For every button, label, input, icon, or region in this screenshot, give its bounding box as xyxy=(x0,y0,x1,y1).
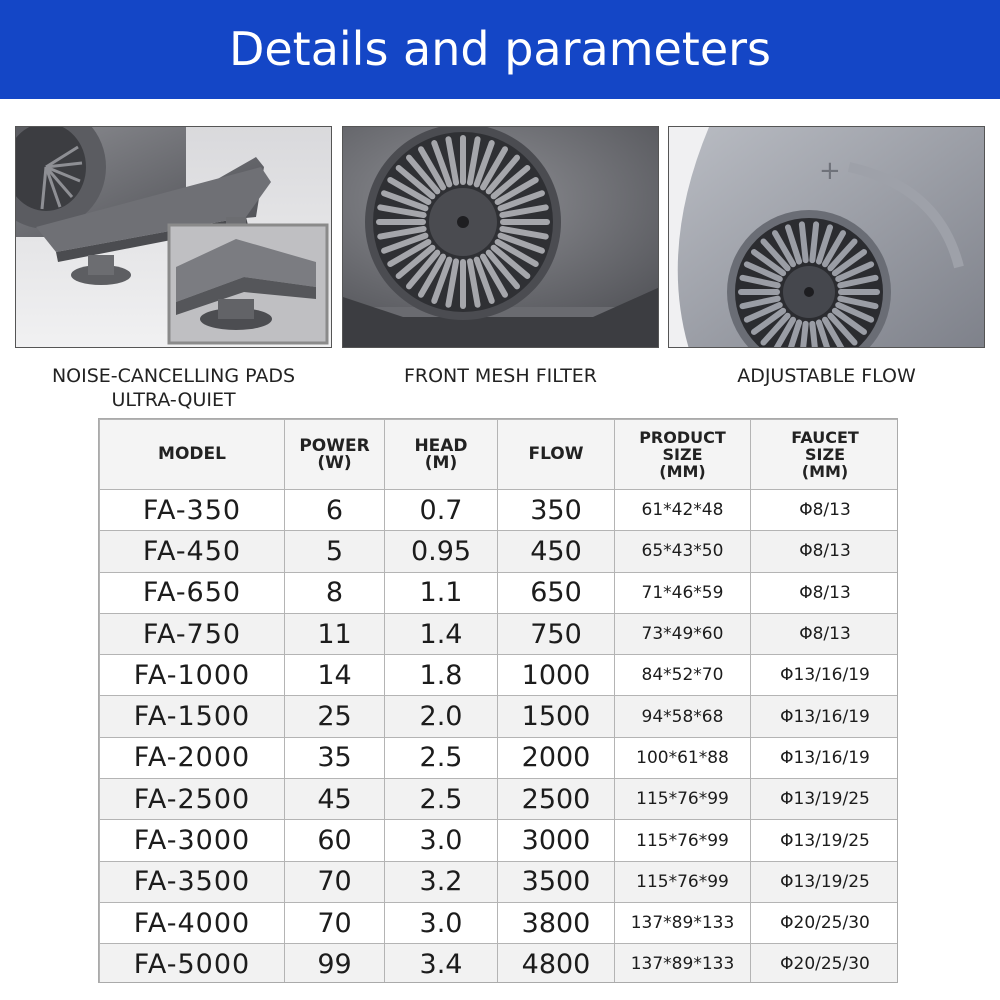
table-row xyxy=(100,902,899,943)
header-head: HEAD (M) xyxy=(385,420,498,490)
faucet-size-cell: Φ13/19/25 xyxy=(751,820,899,861)
product-size-cell: 115*76*99 xyxy=(615,779,751,820)
flow-cell: 4800 xyxy=(498,944,615,983)
head-cell: 1.1 xyxy=(385,572,498,613)
flow-cell: 750 xyxy=(498,613,615,654)
photo-noise-cancelling-pads xyxy=(15,126,332,348)
product-size-cell: 137*89*133 xyxy=(615,902,751,943)
power-cell: 70 xyxy=(285,861,385,902)
model-cell: FA-3000 xyxy=(100,820,285,861)
table-row xyxy=(100,944,899,983)
caption-line: ADJUSTABLE FLOW xyxy=(737,365,916,387)
faucet-size-cell: Φ20/25/30 xyxy=(751,944,899,983)
model-cell: FA-2500 xyxy=(100,779,285,820)
flow-cell: 350 xyxy=(498,490,615,531)
faucet-size-cell: Φ13/16/19 xyxy=(751,696,899,737)
head-cell: 3.4 xyxy=(385,944,498,983)
caption-line: ULTRA-QUIET xyxy=(111,389,236,411)
table-row xyxy=(100,696,899,737)
spec-table xyxy=(99,419,898,983)
table-header-row xyxy=(100,420,899,490)
caption-line: FRONT MESH FILTER xyxy=(403,365,598,387)
faucet-size-cell: Φ13/19/25 xyxy=(751,779,899,820)
head-cell: 0.7 xyxy=(385,490,498,531)
model-cell: FA-4000 xyxy=(100,902,285,943)
model-cell: FA-650 xyxy=(100,572,285,613)
faucet-size-cell: Φ13/19/25 xyxy=(751,861,899,902)
power-cell: 25 xyxy=(285,696,385,737)
flow-cell: 2000 xyxy=(498,737,615,778)
power-cell: 60 xyxy=(285,820,385,861)
page-title: Details and parameters xyxy=(228,22,772,76)
caption-noise-cancelling xyxy=(15,364,332,412)
header-power: POWER (W) xyxy=(285,420,385,490)
faucet-size-cell: Φ8/13 xyxy=(751,572,899,613)
table-row xyxy=(100,737,899,778)
head-cell: 2.5 xyxy=(385,737,498,778)
head-cell: 2.5 xyxy=(385,779,498,820)
model-cell: FA-3500 xyxy=(100,861,285,902)
flow-cell: 3800 xyxy=(498,902,615,943)
model-cell: FA-5000 xyxy=(100,944,285,983)
model-cell: FA-1500 xyxy=(100,696,285,737)
table-row xyxy=(100,820,899,861)
product-size-cell: 115*76*99 xyxy=(615,861,751,902)
product-size-cell: 71*46*59 xyxy=(615,572,751,613)
spec-table-container xyxy=(98,418,898,983)
head-cell: 2.0 xyxy=(385,696,498,737)
faucet-size-cell: Φ8/13 xyxy=(751,613,899,654)
faucet-size-cell: Φ13/16/19 xyxy=(751,655,899,696)
header-flow: FLOW xyxy=(498,420,615,490)
model-cell: FA-750 xyxy=(100,613,285,654)
faucet-size-cell: Φ8/13 xyxy=(751,490,899,531)
product-size-cell: 73*49*60 xyxy=(615,613,751,654)
power-cell: 11 xyxy=(285,613,385,654)
power-cell: 8 xyxy=(285,572,385,613)
product-size-cell: 137*89*133 xyxy=(615,944,751,983)
model-cell: FA-450 xyxy=(100,531,285,572)
caption-line: NOISE-CANCELLING PADS xyxy=(51,365,296,387)
product-size-cell: 84*52*70 xyxy=(615,655,751,696)
head-cell: 1.8 xyxy=(385,655,498,696)
power-cell: 14 xyxy=(285,655,385,696)
product-size-cell: 115*76*99 xyxy=(615,820,751,861)
head-cell: 3.0 xyxy=(385,902,498,943)
flow-cell: 450 xyxy=(498,531,615,572)
power-cell: 5 xyxy=(285,531,385,572)
product-size-cell: 94*58*68 xyxy=(615,696,751,737)
head-cell: 3.2 xyxy=(385,861,498,902)
power-cell: 45 xyxy=(285,779,385,820)
power-cell: 99 xyxy=(285,944,385,983)
power-cell: 70 xyxy=(285,902,385,943)
caption-front-mesh-filter xyxy=(342,364,659,388)
flow-cell: 1500 xyxy=(498,696,615,737)
product-size-cell: 61*42*48 xyxy=(615,490,751,531)
table-row xyxy=(100,613,899,654)
caption-adjustable-flow xyxy=(668,364,985,388)
photo-front-mesh-filter xyxy=(342,126,659,348)
flow-cell: 2500 xyxy=(498,779,615,820)
header-faucet-size: FAUCET SIZE (MM) xyxy=(751,420,899,490)
table-row xyxy=(100,655,899,696)
table-row xyxy=(100,531,899,572)
svg-text:+: + xyxy=(819,156,841,186)
head-cell: 1.4 xyxy=(385,613,498,654)
faucet-size-cell: Φ8/13 xyxy=(751,531,899,572)
faucet-size-cell: Φ13/16/19 xyxy=(751,737,899,778)
power-cell: 6 xyxy=(285,490,385,531)
head-cell: 0.95 xyxy=(385,531,498,572)
product-size-cell: 65*43*50 xyxy=(615,531,751,572)
head-cell: 3.0 xyxy=(385,820,498,861)
title-banner xyxy=(0,0,1000,99)
header-product-size: PRODUCT SIZE (MM) xyxy=(615,420,751,490)
table-row xyxy=(100,779,899,820)
table-row xyxy=(100,490,899,531)
flow-cell: 1000 xyxy=(498,655,615,696)
flow-cell: 650 xyxy=(498,572,615,613)
model-cell: FA-2000 xyxy=(100,737,285,778)
spec-table-body xyxy=(100,490,899,984)
product-size-cell: 100*61*88 xyxy=(615,737,751,778)
table-row xyxy=(100,861,899,902)
flow-cell: 3000 xyxy=(498,820,615,861)
model-cell: FA-350 xyxy=(100,490,285,531)
photo-adjustable-flow xyxy=(668,126,985,348)
flow-cell: 3500 xyxy=(498,861,615,902)
power-cell: 35 xyxy=(285,737,385,778)
model-cell: FA-1000 xyxy=(100,655,285,696)
faucet-size-cell: Φ20/25/30 xyxy=(751,902,899,943)
table-row xyxy=(100,572,899,613)
header-model: MODEL xyxy=(100,420,285,490)
